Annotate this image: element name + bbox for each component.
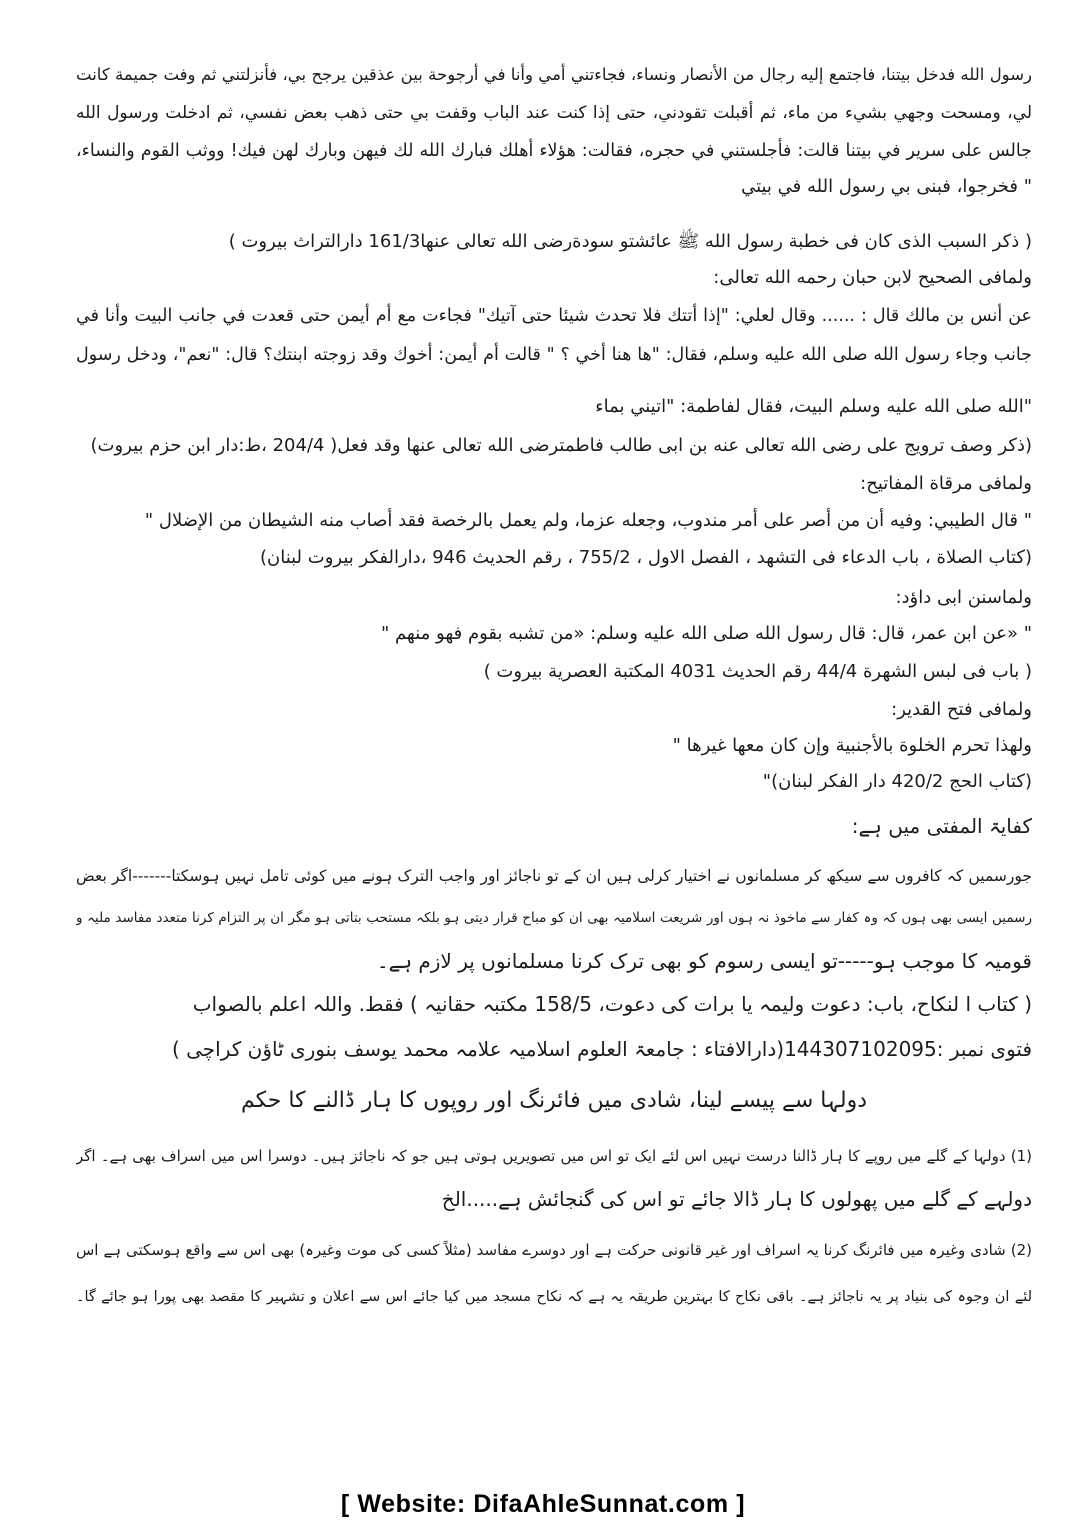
narration-line: جالس على سرير في بيتنا قالت: فأجلستني في حجره، فقالت: هؤلاء أهلك فبارك الله لك فيهن وبارك لهن فيك! ووثب القوم والنساء، [76, 141, 1032, 161]
ruling-point: دولہے کے گلے میں پھولوں کا ہار ڈالا جائے تو اس کی گنجائش ہے.....الخ [441, 1187, 1032, 1211]
narration-line: " فخرجوا، فبنى بي رسول الله في بيتي [741, 176, 1032, 197]
hadith-line: جانب وجاء رسول الله صلى الله عليه وسلم، فقال: "ها هنا أخي ؟ " قالت أم أيمن: أخوك وقد زوجته ابنتك؟ قال: "نعم"، ودخل رسول [76, 345, 1032, 365]
ruling-point: (2) شادی وغیرہ میں فائرنگ کرنا یہ اسراف اور غیر قانونی حرکت ہے اور دوسرے مفاسد (مثلاً کسی کی موت وغیرہ) بھی اس سے واقع ہوسکتی ہے اس [76, 1241, 1032, 1259]
narration-line: لي، ومسحت وجهي بشيء من ماء، ثم أقبلت تقودني، حتى إذا كنت عند الباب وقفت بي حتى ذهب بعض نفسي، ثم ادخلت ورسول الله [76, 103, 1032, 123]
ruling-point: (1) دولہا کے گلے میں روپے کا ہار ڈالنا درست نہیں اس لئے ایک تو اس میں تصویریں ہوتی ہیں جو کہ ناجائز ہیں۔ دوسرا اس میں اسراف بھی ہے۔ اگر [76, 1147, 1032, 1165]
reference-line: (كتاب الحج 420/2 دار الفكر لبنان)" [762, 771, 1032, 792]
narration-line: رسول الله فدخل بيتنا، فاجتمع إليه رجال من الأنصار ونساء، فجاءتني أمي وأنا في أرجوحة بين عذقين يرجح بي، فأنزلتني ثم وفت جميمة كانت [76, 65, 1032, 84]
reference-line: ( ذكر السبب الذى كان فى خطبة رسول الله ﷺ عائشتو سودةرضى الله تعالى عنها161/3 دارالتراث بيروت ) [228, 231, 1032, 252]
quote-line: قومیہ کا موجب ہو-----تو ایسی رسوم کو بھی ترک کرنا مسلمانوں پر لازم ہے۔ [376, 949, 1032, 973]
source-intro: ولمافى مرقاة المفاتيح: [860, 473, 1032, 494]
ruling-point: لئے ان وجوہ کی بنیاد پر یہ ناجائز ہے۔ باقی نکاح کا بہترین طریقہ یہ ہے کہ نکاح مسجد میں کیا جائے اس سے اعلان و تشہیر کا مقصد بھی پورا ہو جائے گا۔ [76, 1289, 1032, 1305]
footer-website: [ Website: DifaAhleSunnat.com ] [340, 1490, 746, 1518]
reference-line: ( باب فى لبس الشهرة 44/4 رقم الحديث 4031 المكتبة العصرية بيروت ) [483, 661, 1032, 682]
source-intro: کفایۃ المفتی میں ہے: [851, 814, 1032, 838]
fatwa-number: فتوی نمبر :144307102095(دارالافتاء : جامعۃ العلوم اسلامیہ علامہ محمد یوسف بنوری ٹاؤن کراچی ) [171, 1037, 1032, 1061]
hadith-line: "الله صلى الله عليه وسلم البيت، فقال لفاطمة: "اتيني بماء [595, 396, 1032, 417]
quote-line: " «عن ابن عمر، قال: قال رسول الله صلى الله عليه وسلم: «من تشبه بقوم فهو منهم " [380, 623, 1032, 644]
quote-line: " قال الطيبي: وفيه أن من أصر على أمر مندوب، وجعله عزما، ولم يعمل بالرخصة فقد أصاب منه الشيطان من الإضلال " [144, 510, 1032, 531]
quote-line: جورسمیں کہ کافروں سے سیکھ کر مسلمانوں نے اختیار کرلی ہیں ان کے تو ناجائز اور واجب الترک ہونے میں کوئی تامل نہیں ہوسکتا-------اگر بعض [76, 867, 1032, 885]
reference-line: (ذكر وصف ترويج على رضى الله تعالى عنه بن ابى طالب فاطمترضى الله تعالى عنها وقد فعل( 204/4 ،ط:دار ابن حزم بيروت) [90, 435, 1032, 456]
source-intro: ولماسنن ابى داؤد: [895, 587, 1032, 608]
reference-line: (كتاب الصلاة ، باب الدعاء فى التشهد ، الفصل الاول ، 755/2 ، رقم الحديث 946 ،دارالفكر بيروت لبنان) [259, 547, 1032, 568]
hadith-line: عن أنس بن مالك قال : ...... وقال لعلي: "إذا أتتك فلا تحدث شيئا حتى آتيك" فجاءت مع أم أيمن حتى قعدت في جانب البيت وأنا في [76, 306, 1032, 326]
quote-line: ولهذا تحرم الخلوة بالأجنبية وإن كان معها غيرها " [672, 735, 1032, 756]
source-intro: ولمافى فتح القدير: [891, 699, 1032, 720]
section-heading: دولہا سے پیسے لینا، شادی میں فائرنگ اور روپوں کا ہار ڈالنے کا حکم [241, 1088, 867, 1113]
source-intro: ولمافى الصحيح لابن حبان رحمه الله تعالى: [713, 267, 1032, 288]
reference-line: ( کتاب ا لنکاح، باب: دعوت ولیمہ یا برات کی دعوت، 158/5 مکتبہ حقانیہ ) فقط. واللہ اعلم بالصواب [192, 992, 1032, 1016]
quote-line: رسمیں ایسی بھی ہوں کہ وہ کفار سے ماخوذ نہ ہوں اور شریعت اسلامیہ بھی ان کو مباح قرار دیتی ہو بلکہ مستحب بتاتی ہو مگر ان پر التزام کرنا متعدد مفاسد ملیہ و [76, 910, 1032, 926]
